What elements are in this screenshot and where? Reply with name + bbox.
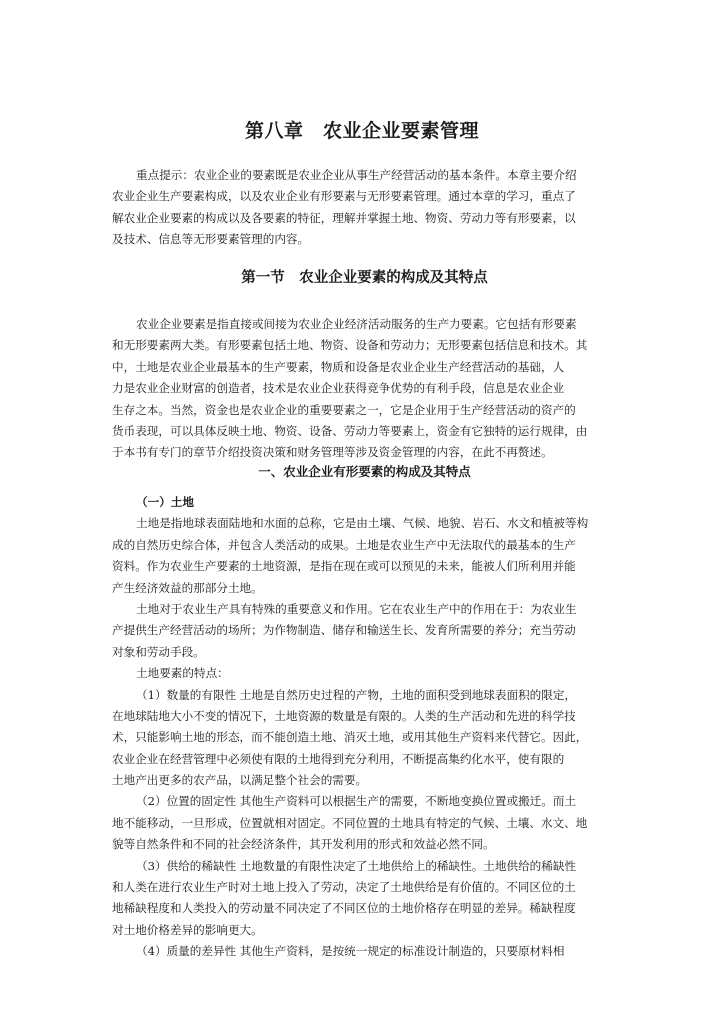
summary-paragraph (112, 165, 617, 251)
features-intro: 土地要素的特点： (136, 666, 229, 681)
intro-line: 力是农业企业财富的创造者，技术是农业企业获得竞争优势的有利手段，信息是农业企业 (112, 381, 565, 396)
summary-line: 解农业企业要素的构成以及各要素的特征，理解并掌握土地、物资、劳动力等有形要素，以 (112, 210, 576, 225)
section-intro-paragraph (112, 314, 617, 464)
intro-line: 中，土地是农业企业最基本的生产要素，物质和设备是农业企业生产经营活动的基础，人 (112, 359, 565, 374)
feature-2-line: （2）位置的固定性 其他生产资料可以根据生产的需要，不断地变换位置或搬迁。而土 (136, 794, 577, 809)
chapter-title: 第八章 农业企业要素管理 (244, 120, 479, 142)
land-role-line: 产提供生产经营活动的场所；为作物制造、储存和输送生长、发育所需要的养分；充当劳动 (112, 623, 576, 638)
item-heading-land: （一）土地 (136, 495, 194, 509)
feature-1-line: 术，只能影响土地的形态，而不能创造土地、消灭土地，或用其他生产资料来代替它。因此， (112, 730, 588, 745)
intro-line: 生存之本。当然，资金也是农业企业的重要要素之一，它是企业用于生产经营活动的资产的 (112, 402, 576, 417)
summary-line: 农业企业生产要素构成，以及农业企业有形要素与无形要素管理。通过本章的学习，重点了 (112, 189, 576, 204)
intro-line: 和无形要素两大类。有形要素包括土地、物资、设备和劳动力；无形要素包括信息和技术。其 (112, 338, 588, 353)
intro-line: 农业企业要素是指直接或间接为农业企业经济活动服务的生产力要素。它包括有形要素 (136, 317, 577, 331)
land-def-line: 产生经济效益的那部分土地。 (112, 580, 263, 595)
summary-line: 及技术、信息等无形要素管理的内容。 (112, 232, 310, 247)
feature-3-line: 地稀缺程度和人类投入的劳动量不同决定了不同区位的土地价格存在明显的差异。稀缺程度 (112, 901, 576, 916)
feature-2-line: 貌等自然条件和不同的社会经济条件，其开发利用的形式和效益必然不同。 (112, 837, 495, 852)
feature-3-line: 和人类在进行农业生产时对土地上投入了劳动，决定了土地供给是有价值的。不同区位的土 (112, 880, 576, 895)
feature-1-line: （1）数量的有限性 土地是自然历史过程的产物，土地的面积受到地球表面积的限定， (136, 687, 577, 702)
feature-1-line: 在地球陆地大小不变的情况下，土地资源的数量是有限的。人类的生产活动和先进的科学技 (112, 708, 576, 723)
feature-3-line: （3）供给的稀缺性 土地数量的有限性决定了土地供给上的稀缺性。土地供给的稀缺性 (136, 858, 577, 873)
feature-1-line: 土地产出更多的农产品，以满足整个社会的需要。 (112, 773, 368, 788)
feature-2-line: 地不能移动，一旦形成，位置就相对固定。不同位置的土地具有特定的气候、土壤、水文、地 (112, 815, 588, 830)
feature-3-line: 对土地价格差异的影响更大。 (112, 922, 263, 937)
land-role-line: 对象和劳动手段。 (112, 644, 205, 659)
subsection-title: 一、农业企业有形要素的构成及其特点 (258, 464, 471, 479)
intro-line: 货币表现，可以具体反映土地、物资、设备、劳动力等要素上，资金有它独特的运行规律，由 (112, 423, 588, 438)
land-def-line: 成的自然历史综合体，并包含人类活动的成果。土地是农业生产中无法取代的最基本的生产 (112, 537, 576, 552)
section-title: 第一节 农业企业要素的构成及其特点 (241, 270, 488, 286)
summary-line: 重点提示：农业企业的要素既是农业企业从事生产经营活动的基本条件。本章主要介绍 (136, 168, 577, 182)
land-content (112, 492, 617, 963)
land-def-line: 资料。作为农业生产要素的土地资源，是指在现在或可以预见的未来，能被人们所利用并能 (112, 559, 576, 574)
feature-4-line: （4）质量的差异性 其他生产资料，是按统一规定的标准设计制造的，只要原材料相 (136, 944, 565, 959)
feature-1-line: 农业企业在经营管理中必须使有限的土地得到充分利用，不断提高集约化水平，使有限的 (112, 751, 565, 766)
intro-line: 于本书有专门的章节介绍投资决策和财务管理等涉及资金管理的内容，在此不再赘述。 (112, 445, 553, 460)
land-def-line: 土地是指地球表面陆地和水面的总称，它是由土壤、气候、地貌、岩石、水文和植被等构 (136, 516, 589, 531)
land-role-line: 土地对于农业生产具有特殊的重要意义和作用。它在农业生产中的作用在于：为农业生 (136, 601, 577, 616)
